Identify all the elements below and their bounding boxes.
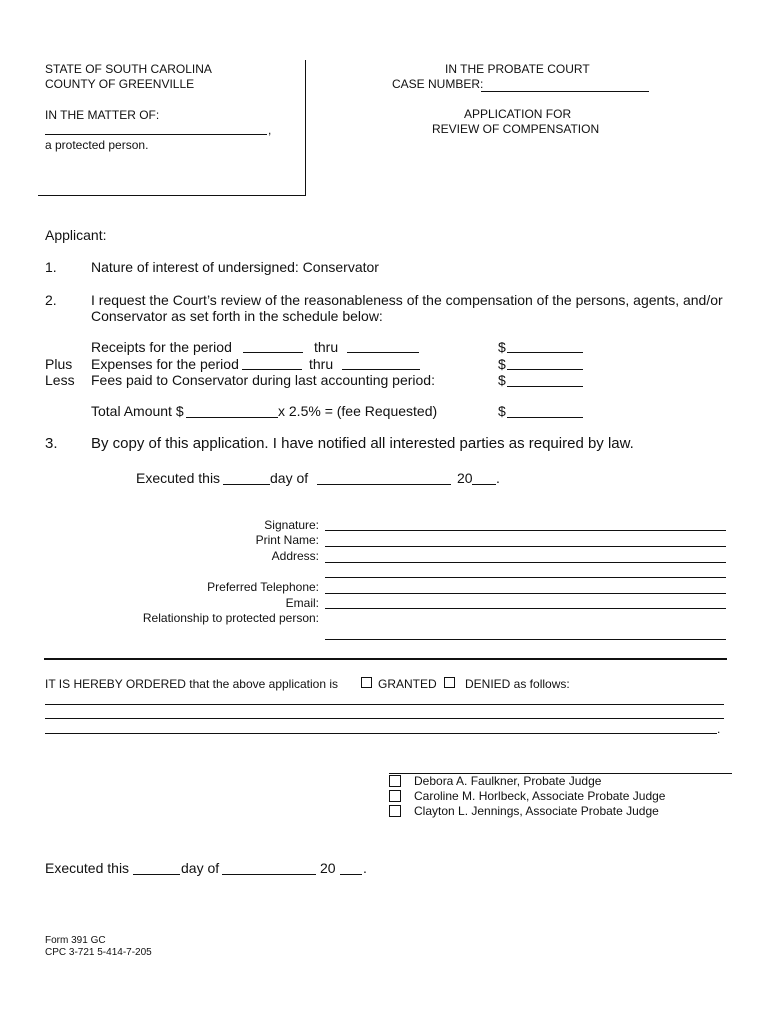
judge-jennings: Clayton L. Jennings, Associate Probate Judge [414, 804, 659, 818]
receipts-to-line[interactable] [347, 352, 419, 353]
header-divider-vertical [305, 60, 306, 195]
total-amount-suffix: x 2.5% = (fee Requested) [278, 403, 438, 419]
form-title-line2: REVIEW OF COMPENSATION [432, 122, 600, 136]
county-name: COUNTY OF GREENVILLE [45, 77, 195, 91]
applicant-label: Applicant: [45, 227, 107, 243]
expenses-amount-line[interactable] [507, 369, 583, 370]
order-line-3[interactable] [45, 733, 717, 734]
footer-month-line[interactable] [222, 874, 316, 875]
footer-day-of: day of [181, 860, 220, 876]
expenses-dollar: $ [498, 356, 506, 372]
judge-faulkner-checkbox[interactable] [389, 775, 401, 787]
footer-period: . [363, 860, 367, 876]
court-name: IN THE PROBATE COURT [445, 62, 590, 76]
order-line-2[interactable] [45, 718, 724, 719]
granted-label: GRANTED [378, 677, 437, 691]
relationship-label: Relationship to protected person: [142, 611, 319, 625]
receipts-thru: thru [314, 339, 339, 355]
item1-text: Nature of interest of undersigned: Conservator [91, 259, 379, 275]
fee-requested-line[interactable] [507, 417, 583, 418]
expenses-thru: thru [309, 356, 334, 372]
receipts-label: Receipts for the period [91, 339, 232, 355]
address-line-2[interactable] [325, 577, 726, 578]
item1-number: 1. [45, 259, 57, 275]
case-number-line[interactable] [481, 91, 649, 92]
expenses-from-line[interactable] [242, 369, 302, 370]
receipts-dollar: $ [498, 339, 506, 355]
expenses-to-line[interactable] [342, 369, 420, 370]
ordered-text: IT IS HEREBY ORDERED that the above application is [45, 677, 339, 691]
judge-horlbeck-checkbox[interactable] [389, 790, 401, 802]
fees-dollar: $ [498, 372, 506, 388]
executed-day-of: day of [270, 470, 309, 486]
telephone-label: Preferred Telephone: [207, 580, 319, 594]
total-amount-prefix: Total Amount $ [91, 403, 184, 419]
header-divider-horizontal [38, 195, 306, 196]
total-amount-line[interactable] [186, 417, 278, 418]
receipts-from-line[interactable] [243, 352, 303, 353]
case-number-label: CASE NUMBER: [392, 77, 484, 91]
item3-number: 3. [45, 435, 58, 452]
signature-line[interactable] [325, 530, 726, 531]
denied-checkbox[interactable] [444, 677, 455, 688]
executed-month-line[interactable] [317, 484, 451, 485]
address-line-1[interactable] [325, 562, 726, 563]
denied-label: DENIED as follows: [465, 677, 570, 691]
print-name-line[interactable] [325, 546, 726, 547]
email-label: Email: [285, 596, 319, 610]
print-name-label: Print Name: [255, 533, 319, 547]
form-title-line1: APPLICATION FOR [464, 107, 572, 121]
footer-executed-prefix: Executed this [45, 860, 130, 876]
order-separator [44, 658, 727, 660]
judge-jennings-checkbox[interactable] [389, 805, 401, 817]
judge-horlbeck: Caroline M. Horlbeck, Associate Probate Judge [414, 789, 666, 803]
executed-prefix: Executed this [136, 470, 221, 486]
footer-year-prefix: 20 [320, 860, 336, 876]
footer-day-line[interactable] [133, 874, 180, 875]
address-label: Address: [271, 549, 319, 563]
order-line-1[interactable] [45, 704, 724, 705]
item3-text: By copy of this application. I have notified all interested parties as required by law. [91, 435, 634, 452]
less-label: Less [45, 372, 75, 388]
item2-number: 2. [45, 292, 57, 308]
state-name: STATE OF SOUTH CAROLINA [45, 62, 212, 76]
executed-year-prefix: 20 [457, 470, 473, 486]
expenses-label: Expenses for the period [91, 356, 239, 372]
matter-name-line[interactable] [45, 134, 267, 135]
matter-label: IN THE MATTER OF: [45, 108, 160, 122]
plus-label: Plus [45, 356, 73, 372]
order-line-period: . [717, 722, 721, 736]
executed-period: . [496, 470, 500, 486]
protected-person-label: a protected person. [45, 138, 149, 152]
telephone-line[interactable] [325, 593, 726, 594]
fee-requested-dollar: $ [498, 403, 506, 419]
executed-year-line[interactable] [472, 484, 496, 485]
judge-faulkner: Debora A. Faulkner, Probate Judge [414, 774, 602, 788]
signature-label: Signature: [264, 518, 319, 532]
footer-year-line[interactable] [340, 874, 362, 875]
executed-day-line[interactable] [223, 484, 270, 485]
form-number: Form 391 GC [45, 935, 106, 946]
email-line[interactable] [325, 608, 726, 609]
form-code: CPC 3-721 5-414-7-205 [45, 947, 152, 958]
matter-comma: , [268, 123, 272, 137]
item2-text-line2: Conservator as set forth in the schedule below: [91, 308, 383, 324]
granted-checkbox[interactable] [361, 677, 372, 688]
fees-label: Fees paid to Conservator during last accounting period: [91, 372, 435, 388]
item2-text-line1: I request the Court’s review of the reasonableness of the compensation of the persons, agents, and/or [91, 292, 723, 308]
relationship-line[interactable] [325, 639, 726, 640]
fees-amount-line[interactable] [507, 386, 583, 387]
receipts-amount-line[interactable] [507, 352, 583, 353]
